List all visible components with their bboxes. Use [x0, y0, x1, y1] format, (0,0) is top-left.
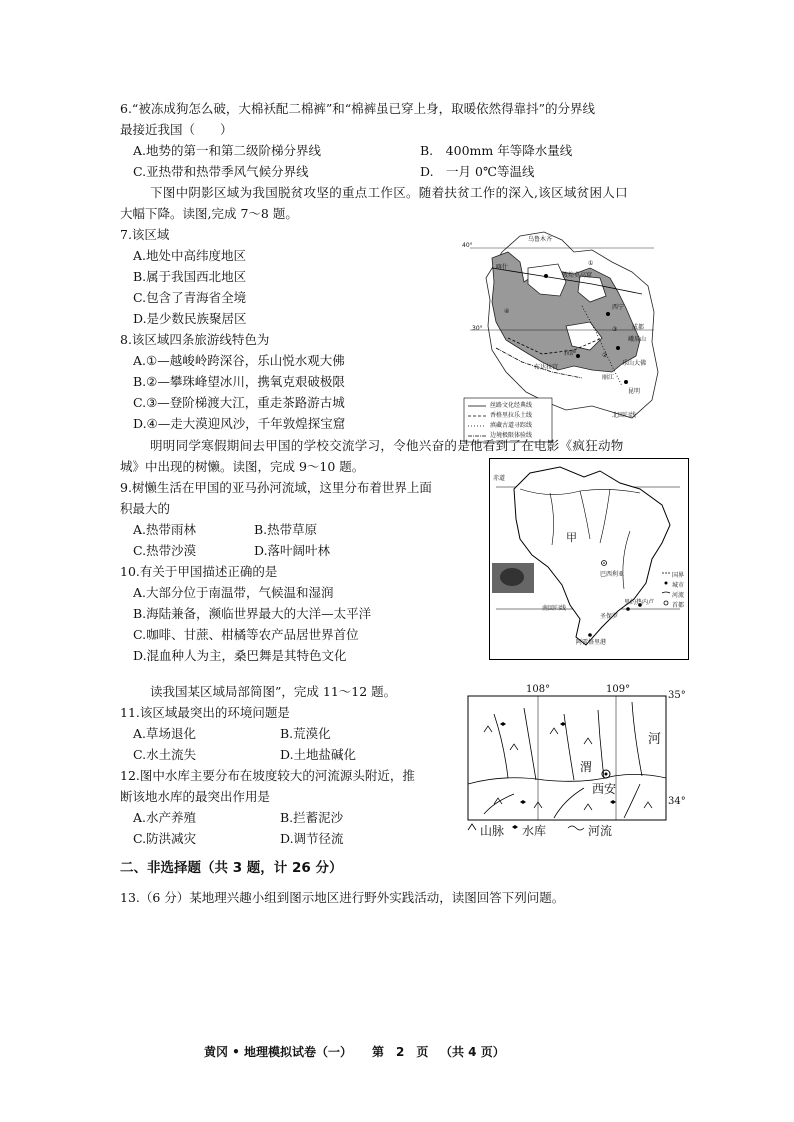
map2-city-brasilia: 巴西利亚: [600, 571, 625, 578]
map1-city-lijiang: 丽江: [602, 374, 615, 381]
map1-emei: 峨眉山: [628, 336, 647, 343]
q11-option-a: A.草场退化: [133, 726, 197, 741]
map1-route-2: ②: [602, 352, 608, 359]
q11-option-b: B.荒漠化: [280, 726, 331, 741]
map1-city-xining: 西宁: [612, 304, 625, 311]
map2-legend-city: 城市: [672, 582, 685, 589]
q9-option-b: B.热带草原: [254, 522, 318, 537]
q6-option-d: D. 一月 0℃等温线: [420, 164, 535, 179]
map1-legend-3: 滇藏古道寻踪线: [490, 422, 533, 429]
q7-stem: 7.该区域: [120, 227, 170, 242]
q8-option-c: C.③—登阶梯渡大江，重走茶路游古城: [133, 395, 345, 410]
q6-option-a: A.地势的第一和第二级阶梯分界线: [133, 143, 322, 158]
q10-option-b: B.海陆兼备，濒临世界最大的大洋—太平洋: [133, 606, 372, 621]
map1-city-urumqi: 乌鲁木齐: [528, 236, 553, 243]
intro-9-10-line2: 城》中出现的树懒。读图，完成 9～10 题。: [120, 459, 365, 474]
map-western-china: [462, 222, 662, 444]
map3-lat-35: 35°: [668, 690, 686, 701]
q12-option-a: A.水产养殖: [133, 810, 197, 825]
q8-option-a: A.①—越峻岭跨深谷，乐山悦水观大佛: [133, 353, 345, 368]
q9-stem-line1: 9.树懒生活在甲国的亚马孙河流域，这里分布着世界上面: [120, 480, 432, 495]
map2-city-rio: 里约热内卢: [624, 599, 655, 606]
map3-lon-109: 109°: [606, 684, 631, 695]
map1-route-4: ④: [504, 308, 510, 315]
q7-option-a: A.地处中高纬度地区: [133, 248, 247, 263]
map2-legend-capital: 首都: [672, 602, 685, 609]
map3-legend-river: 河流: [588, 824, 613, 838]
map1-city-kunming: 昆明: [628, 388, 641, 395]
q6-stem-line1: 6.“被冻成狗怎么破，大棉袄配二棉裤”和“棉裤虽已穿上身，取暖依然得靠抖”的分界线: [120, 101, 595, 116]
q10-stem: 10.有关于甲国描述正确的是: [120, 564, 278, 579]
footer-page-number: 第 2 页: [372, 1045, 429, 1059]
map1-route-1: ①: [588, 260, 594, 267]
map3-lat-34: 34°: [668, 796, 686, 807]
q6-option-c: C.亚热带和热带季风气候分界线: [133, 164, 309, 179]
map2-legend-river: 河流: [672, 592, 685, 599]
map-wei-river-region: [464, 684, 690, 840]
q9-stem-line2: 积最大的: [120, 501, 171, 516]
q12-stem-line2: 断该地水库的最突出作用是: [120, 789, 271, 804]
map1-city-lhasa: 拉萨: [564, 350, 577, 357]
map1-legend-4: 边境极限体验线: [490, 432, 533, 439]
q7-option-c: C.包含了青海省全境: [133, 290, 247, 305]
q10-option-d: D.混血种人为主，桑巴舞是其特色文化: [133, 648, 347, 663]
q6-stem-line2: 最接近我国（ ）: [120, 122, 233, 137]
intro-7-8-line2: 大幅下降。读图,完成 7～8 题。: [120, 206, 298, 221]
map3-river-wei: 渭: [580, 760, 593, 774]
map1-route-3: ③: [612, 326, 618, 333]
map1-lat-30: 30°: [472, 325, 483, 332]
map3-city-xian: 西安: [592, 782, 617, 796]
map1-potala: 布达拉宫: [534, 364, 559, 371]
map1-lat-40: 40°: [462, 242, 473, 249]
section-2-title: 二、非选择题（共 3 题，计 26 分）: [120, 860, 343, 876]
intro-11-12: 读我国某区域局部简图”，完成 11～12 题。: [150, 684, 397, 699]
map2-legend-border: 国界: [672, 572, 685, 579]
footer-title: 黄冈 • 地理模拟试卷（一）: [204, 1045, 353, 1059]
map1-dunhuang: 敦煌莫高窟: [562, 272, 593, 279]
q11-stem: 11.该区域最突出的环境问题是: [120, 705, 290, 720]
q7-option-d: D.是少数民族聚居区: [133, 311, 247, 326]
q9-option-a: A.热带雨林: [133, 522, 197, 537]
map1-city-chengdu: 成都: [632, 324, 645, 331]
q10-option-a: A.大部分位于南温带，气候温和湿润: [133, 585, 334, 600]
q6-option-b: B. 400mm 年等降水量线: [420, 143, 573, 158]
q9-option-d: D.落叶阔叶林: [254, 543, 331, 558]
q8-stem: 8.该区域四条旅游线特色为: [120, 332, 270, 347]
map1-legend-1: 丝路文化经典线: [490, 402, 533, 409]
map2-city-portoalegre: 阿雷格里港: [576, 639, 607, 646]
map1-legend-2: 香格里拉乐土线: [490, 412, 533, 419]
intro-7-8-line1: 下图中阴影区域为我国脱贫攻坚的重点工作区。随着扶贫工作的深入,该区域贫困人口: [150, 185, 628, 200]
map-country-jia: [489, 458, 689, 660]
q7-option-b: B.属于我国西北地区: [133, 269, 247, 284]
q11-option-d: D.土地盐碱化: [280, 747, 357, 762]
map3-lon-108: 108°: [526, 684, 551, 695]
intro-9-10-line1: 明明同学寒假期间去甲国的学校交流学习，令他兴奋的是他看到了在电影《疯狂动物: [150, 438, 624, 453]
q8-option-b: B.②—攀珠峰望冰川，携氧克艰破极限: [133, 374, 345, 389]
map3-river-he: 河: [648, 732, 662, 747]
q9-option-c: C.热带沙漠: [133, 543, 197, 558]
q10-option-c: C.咖啡、甘蔗、柑橘等农产品居世界首位: [133, 627, 359, 642]
q12-option-b: B.拦蓄泥沙: [280, 810, 344, 825]
map2-equator: 赤道: [493, 475, 506, 482]
map2-city-saopaulo: 圣保罗: [600, 613, 619, 620]
map1-tropic: 北回归线: [612, 412, 637, 419]
footer-total-pages: （共 4 页）: [440, 1045, 505, 1059]
q11-option-c: C.水土流失: [133, 747, 197, 762]
map1-leshan: 乐山大佛: [622, 360, 647, 367]
map3-legend-reservoir: 水库: [522, 824, 547, 838]
q12-stem-line1: 12.图中水库主要分布在坡度较大的河流源头附近，推: [120, 768, 415, 783]
map2-tropic: 南回归线: [542, 605, 567, 612]
map1-city-kashgar: 喀什: [496, 264, 509, 271]
q12-option-c: C.防洪减灾: [133, 831, 197, 846]
q12-option-d: D.调节径流: [280, 831, 344, 846]
q8-option-d: D.④—走大漠迎风沙，千年敦煌探宝窟: [133, 416, 346, 431]
q13-stem: 13.（6 分）某地理兴趣小组到图示地区进行野外实践活动，读图回答下列问题。: [120, 890, 565, 905]
map3-legend-mountain: 山脉: [480, 824, 505, 838]
map2-country-jia: 甲: [566, 531, 577, 544]
